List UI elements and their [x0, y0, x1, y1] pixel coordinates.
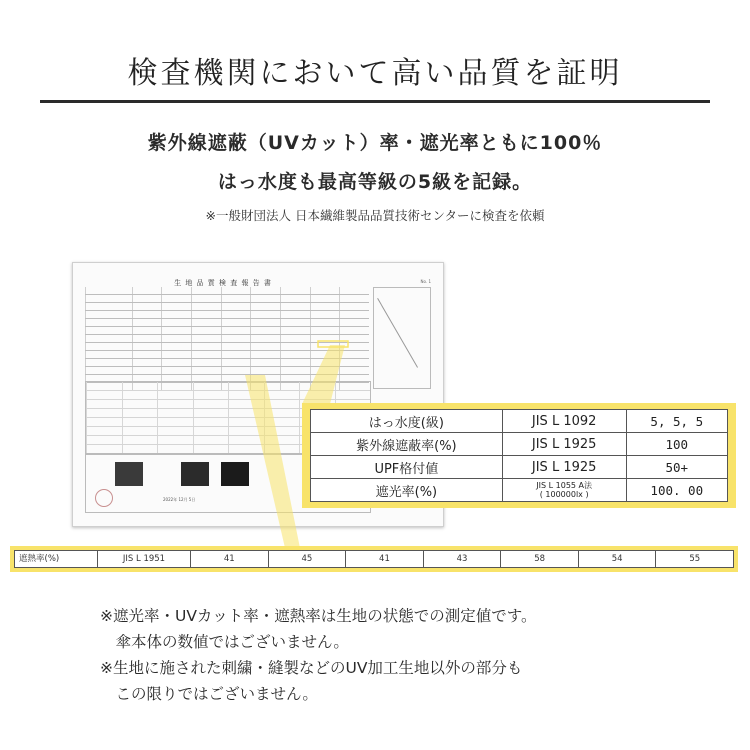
- footnotes: [100, 603, 537, 707]
- strip-value-cell: 41: [346, 550, 424, 568]
- table-row: [311, 456, 728, 479]
- table-row: [311, 410, 728, 433]
- table-row: [311, 433, 728, 456]
- item-cell: はっ水度(級): [311, 410, 503, 433]
- strip-value-cell: 55: [656, 550, 734, 568]
- strip-item-cell: 遮熱率(%): [14, 550, 98, 568]
- table-row: [311, 479, 728, 502]
- report-number: No. 1: [420, 279, 431, 284]
- item-cell: 遮光率(%): [311, 479, 503, 502]
- value-cell: 5, 5, 5: [626, 410, 727, 433]
- report-title: 生 地 品 質 検 査 報 告 書: [174, 279, 272, 287]
- value-cell: 100. 00: [626, 479, 727, 502]
- value-cell: 50+: [626, 456, 727, 479]
- lead-line-1: 紫外線遮蔽（UVカット）率・遮光率ともに100％: [147, 132, 603, 154]
- results-table: [310, 409, 728, 502]
- footnote-line: ※遮光率・UVカット率・遮熱率は生地の状態での測定値です。: [100, 607, 537, 625]
- inspection-note: ※一般財団法人 日本繊維製品品質技術センターに検査を依頼: [205, 208, 545, 223]
- footnote-line: 傘本体の数値ではございません。: [100, 633, 349, 651]
- strip-value-cell: 41: [191, 550, 269, 568]
- footnote-line: この限りではございません。: [100, 685, 318, 703]
- standard-cell: JIS L 1055 A法 ( 100000lx ): [502, 479, 626, 502]
- strip-standard-cell: JIS L 1951: [98, 550, 191, 568]
- page-title: 検査機関において高い品質を証明: [127, 56, 623, 91]
- results-callout: [302, 403, 736, 508]
- report-date: 2022年 12月 5日: [163, 497, 196, 502]
- item-cell: 紫外線遮蔽率(%): [311, 433, 503, 456]
- standard-cell: JIS L 1092: [502, 410, 626, 433]
- item-cell: UPF格付値: [311, 456, 503, 479]
- strip-value-cell: 54: [579, 550, 657, 568]
- lead-line-2: はっ水度も最高等級の5級を記録。: [217, 171, 533, 193]
- standard-cell: JIS L 1925: [502, 456, 626, 479]
- value-cell: 100: [626, 433, 727, 456]
- strip-value-cell: 45: [269, 550, 347, 568]
- footnote-line: ※生地に施された刺繍・縫製などのUV加工生地以外の部分も: [100, 659, 523, 677]
- strip-value-cell: 58: [501, 550, 579, 568]
- heat-shield-strip: [10, 546, 738, 572]
- standard-cell: JIS L 1925: [502, 433, 626, 456]
- strip-value-cell: 43: [424, 550, 502, 568]
